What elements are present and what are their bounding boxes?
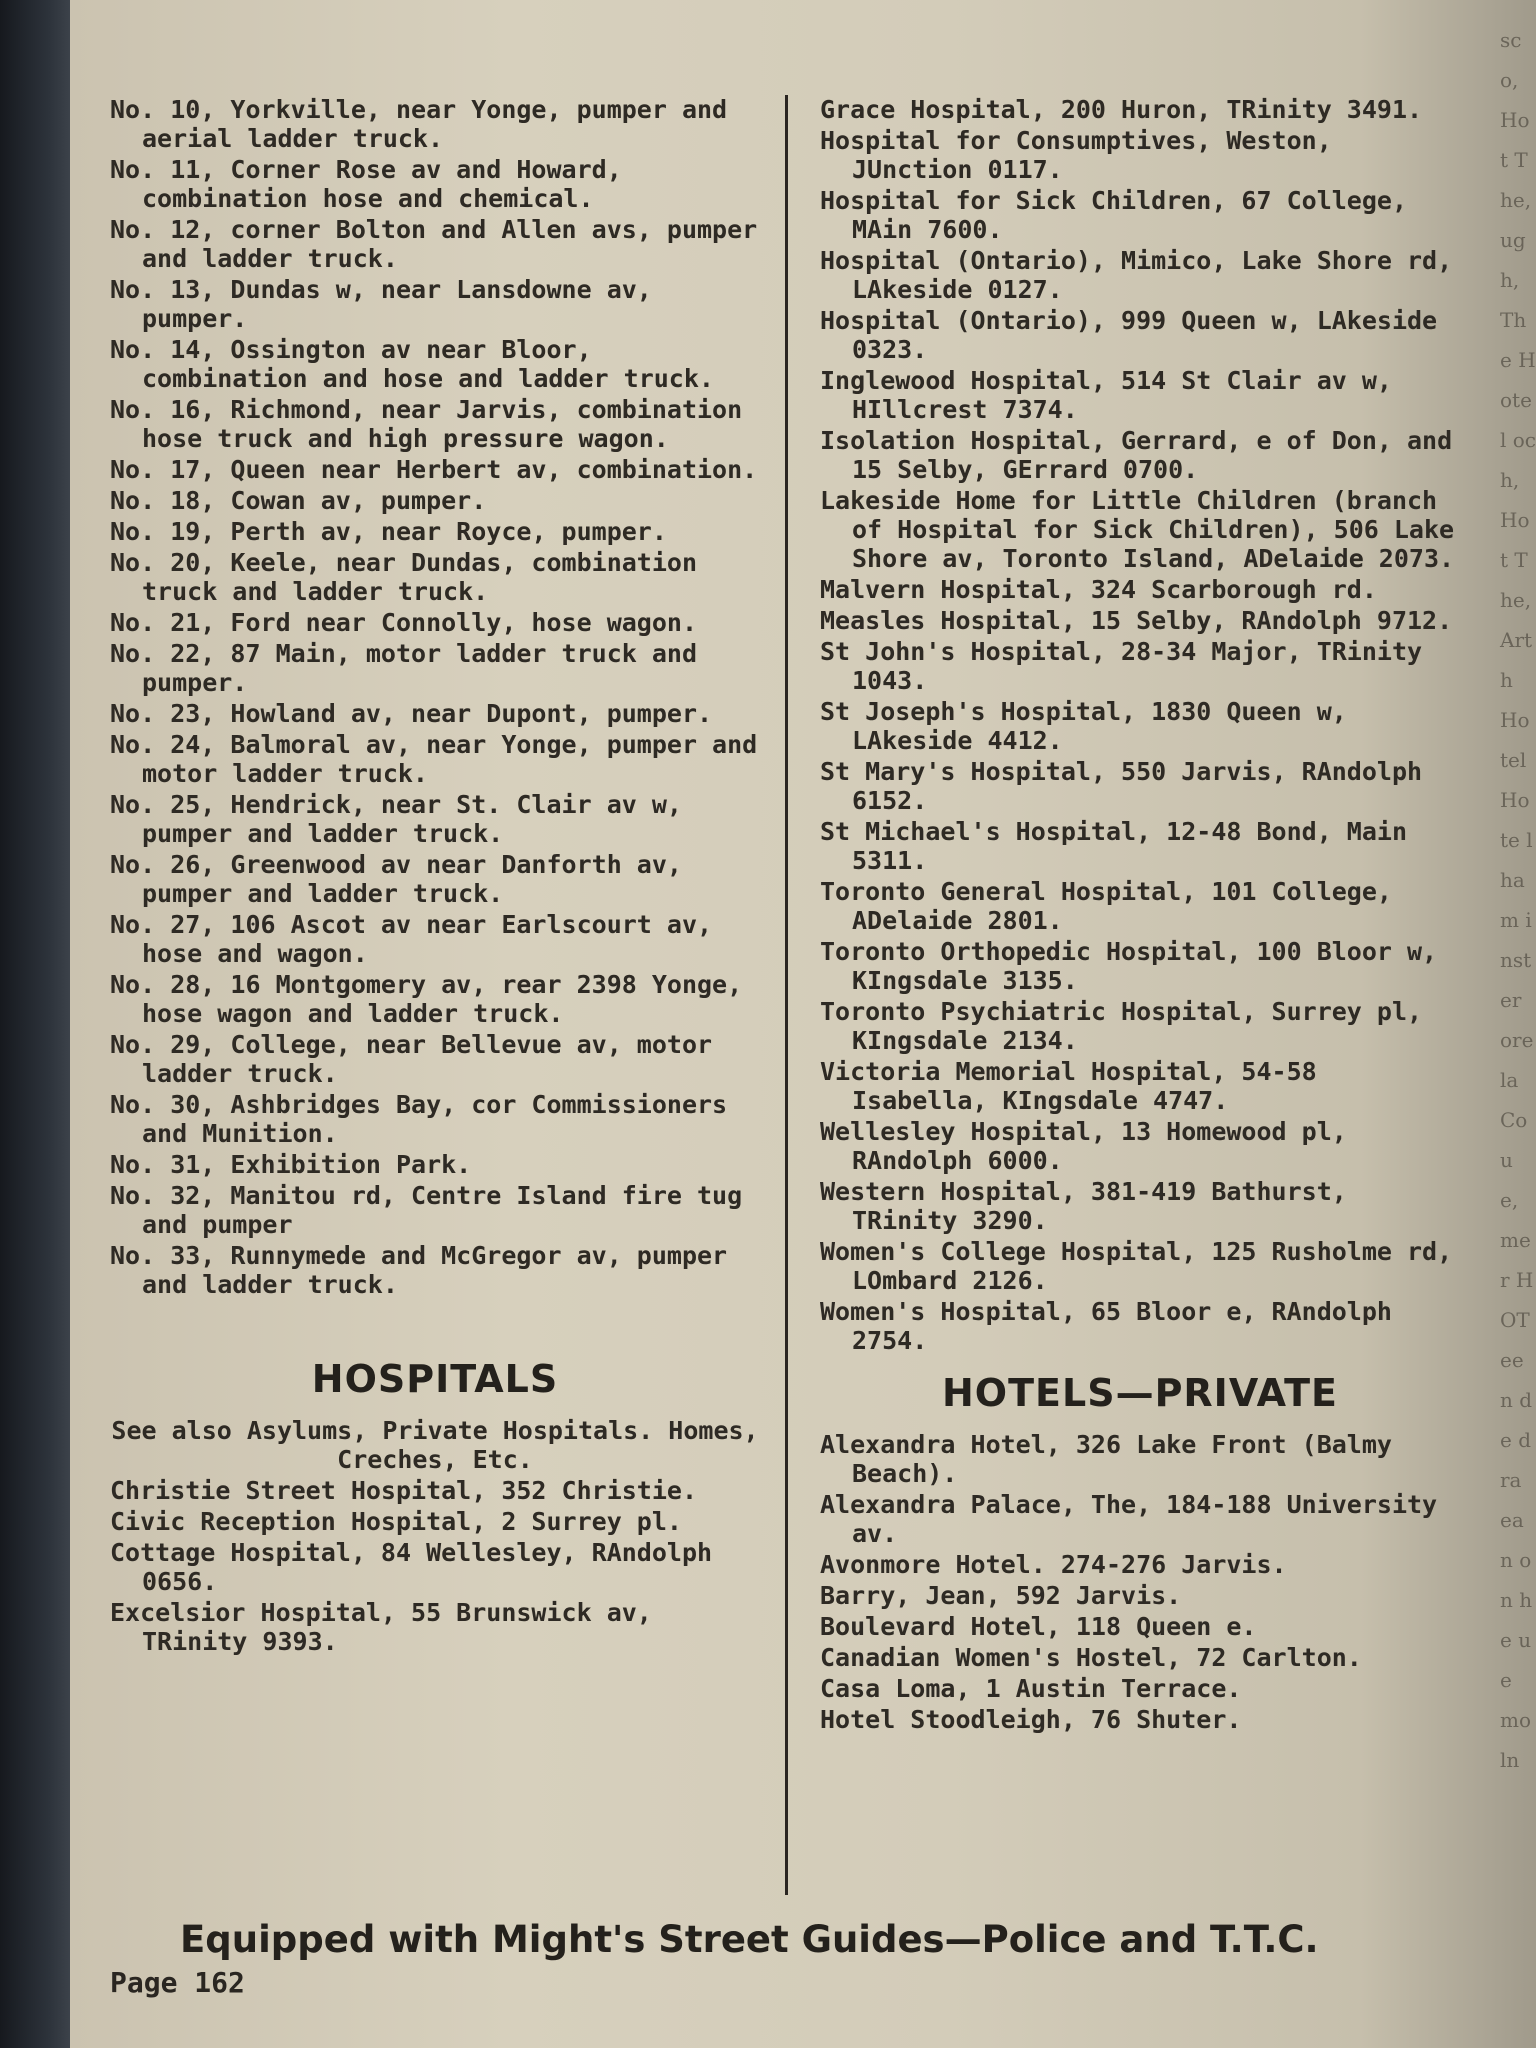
fire-hall-entry: No. 10, Yorkville, near Yonge, pumper and aerial ladder truck. <box>110 95 728 153</box>
fire-hall-entry: No. 23, Howland av, near Dupont, pumper. <box>110 699 713 728</box>
hospital-entry: Women's College Hospital, 125 Rusholme rd, LOmbard 2126. <box>820 1237 1453 1295</box>
hospital-entry: St Joseph's Hospital, 1830 Queen w, LAkeside 4412. <box>820 697 1347 755</box>
fire-hall-entry: No. 27, 106 Ascot av near Earlscourt av, hose and wagon. <box>110 910 713 968</box>
hospital-entry: Toronto General Hospital, 101 College, ADelaide 2801. <box>820 877 1392 935</box>
fire-hall-entry: No. 11, Corner Rose av and Howard, combination hose and chemical. <box>110 155 622 213</box>
book-spine <box>0 0 70 2048</box>
hospital-entry: Hospital for Consumptives, Weston, JUnction 0117. <box>820 126 1332 184</box>
hospitals-heading: HOSPITALS <box>311 1357 559 1401</box>
hotel-entry: Canadian Women's Hostel, 72 Carlton. <box>820 1643 1362 1672</box>
hospital-entry: Western Hospital, 381-419 Bathurst, TRinity 3290. <box>820 1177 1347 1235</box>
hospital-entry: Victoria Memorial Hospital, 54-58 Isabella, KIngsdale 4747. <box>820 1057 1317 1115</box>
fire-hall-entry: No. 12, corner Bolton and Allen avs, pumper and ladder truck. <box>110 215 758 273</box>
hospital-entry: Excelsior Hospital, 55 Brunswick av, TRinity 9393. <box>110 1598 652 1656</box>
hotel-entry: Casa Loma, 1 Austin Terrace. <box>820 1674 1242 1703</box>
hospital-entry: Toronto Psychiatric Hospital, Surrey pl, KIngsdale 2134. <box>820 997 1423 1055</box>
hotel-entry: Boulevard Hotel, 118 Queen e. <box>820 1612 1257 1641</box>
footer-banner: Equipped with Might's Street Guides—Police and T.T.C. <box>180 1918 1319 1961</box>
hospital-entry: St John's Hospital, 28-34 Major, TRinity 1043. <box>820 637 1423 695</box>
fire-hall-entry: No. 31, Exhibition Park. <box>110 1150 472 1179</box>
fire-hall-entry: No. 19, Perth av, near Royce, pumper. <box>110 517 667 546</box>
hospital-entry: Lakeside Home for Little Children (branch of Hospital for Sick Children), 506 Lake Shore av, Toronto Island, ADelaide 2073. <box>820 486 1455 573</box>
fire-hall-entry: No. 21, Ford near Connolly, hose wagon. <box>110 608 697 637</box>
hospital-entry: St Michael's Hospital, 12-48 Bond, Main 5311. <box>820 817 1407 875</box>
hospital-entry: Hospital (Ontario), 999 Queen w, LAkeside 0323. <box>820 306 1438 364</box>
hospital-entry: Christie Street Hospital, 352 Christie. <box>110 1476 697 1505</box>
hospital-list-left <box>110 1476 760 1656</box>
fire-hall-entry: No. 14, Ossington av near Bloor, combination and hose and ladder truck. <box>110 335 714 393</box>
hospital-entry: Isolation Hospital, Gerrard, e of Don, and 15 Selby, GErrard 0700. <box>820 426 1453 484</box>
right-column <box>820 95 1460 1736</box>
fire-hall-entry: No. 18, Cowan av, pumper. <box>110 486 487 515</box>
hotel-entry: Avonmore Hotel. 274-276 Jarvis. <box>820 1550 1287 1579</box>
hospital-entry: Hospital for Sick Children, 67 College, MAin 7600. <box>820 186 1407 244</box>
page-number: Page 162 <box>110 1966 245 1999</box>
fire-hall-entry: No. 26, Greenwood av near Danforth av, pumper and ladder truck. <box>110 850 682 908</box>
see-also-note: See also Asylums, Private Hospitals. Homes, Creches, Etc. <box>111 1416 759 1474</box>
hospital-entry: Women's Hospital, 65 Bloor e, RAndolph 2754. <box>820 1297 1392 1355</box>
fire-hall-entry: No. 28, 16 Montgomery av, rear 2398 Yonge, hose wagon and ladder truck. <box>110 970 743 1028</box>
fire-hall-entry: No. 33, Runnymede and McGregor av, pumper and ladder truck. <box>110 1241 728 1299</box>
column-divider <box>785 95 788 1895</box>
fire-hall-entry: No. 16, Richmond, near Jarvis, combination hose truck and high pressure wagon. <box>110 395 743 453</box>
left-column <box>110 95 760 1658</box>
hospital-entry: Wellesley Hospital, 13 Homewood pl, RAndolph 6000. <box>820 1117 1347 1175</box>
fire-hall-entry: No. 30, Ashbridges Bay, cor Commissioners and Munition. <box>110 1090 728 1148</box>
hotel-entry: Barry, Jean, 592 Jarvis. <box>820 1581 1182 1610</box>
fire-hall-entry: No. 17, Queen near Herbert av, combination. <box>110 455 758 484</box>
hotel-list <box>820 1430 1460 1734</box>
fire-hall-entry: No. 32, Manitou rd, Centre Island fire tug and pumper <box>110 1181 743 1239</box>
hospital-entry: Inglewood Hospital, 514 St Clair av w, HIllcrest 7374. <box>820 366 1392 424</box>
hospital-entry: Measles Hospital, 15 Selby, RAndolph 9712. <box>820 606 1453 635</box>
hospital-entry: Hospital (Ontario), Mimico, Lake Shore rd, LAkeside 0127. <box>820 246 1453 304</box>
hospital-entry: Toronto Orthopedic Hospital, 100 Bloor w, KIngsdale 3135. <box>820 937 1438 995</box>
hospital-entry: Cottage Hospital, 84 Wellesley, RAndolph 0656. <box>110 1538 713 1596</box>
fire-hall-entry: No. 13, Dundas w, near Lansdowne av, pumper. <box>110 275 652 333</box>
facing-page-edge-text: sco, Hot The, ugh, The Hotel och, Hot The, Arth Hotel Hote lham inster orela Cou e, mer HOT een de dra ean on he ue mo ln <box>1500 28 1536 1772</box>
hotel-entry: Alexandra Hotel, 326 Lake Front (Balmy Beach). <box>820 1430 1392 1488</box>
hospital-entry: Malvern Hospital, 324 Scarborough rd. <box>820 575 1377 604</box>
fire-hall-entry: No. 29, College, near Bellevue av, motor ladder truck. <box>110 1030 713 1088</box>
fire-hall-entry: No. 24, Balmoral av, near Yonge, pumper and motor ladder truck. <box>110 730 758 788</box>
hotels-private-heading: HOTELS—PRIVATE <box>942 1371 1338 1415</box>
hotel-entry: Alexandra Palace, The, 184-188 University av. <box>820 1490 1438 1548</box>
fire-hall-list <box>110 95 760 1299</box>
hospital-list-right <box>820 95 1460 1355</box>
fire-hall-entry: No. 20, Keele, near Dundas, combination truck and ladder truck. <box>110 548 697 606</box>
fire-hall-entry: No. 22, 87 Main, motor ladder truck and pumper. <box>110 639 697 697</box>
fire-hall-entry: No. 25, Hendrick, near St. Clair av w, pumper and ladder truck. <box>110 790 682 848</box>
hospital-entry: Grace Hospital, 200 Huron, TRinity 3491. <box>820 95 1423 124</box>
hotel-entry: Hotel Stoodleigh, 76 Shuter. <box>820 1705 1242 1734</box>
hospital-entry: Civic Reception Hospital, 2 Surrey pl. <box>110 1507 682 1536</box>
hospital-entry: St Mary's Hospital, 550 Jarvis, RAndolph 6152. <box>820 757 1423 815</box>
